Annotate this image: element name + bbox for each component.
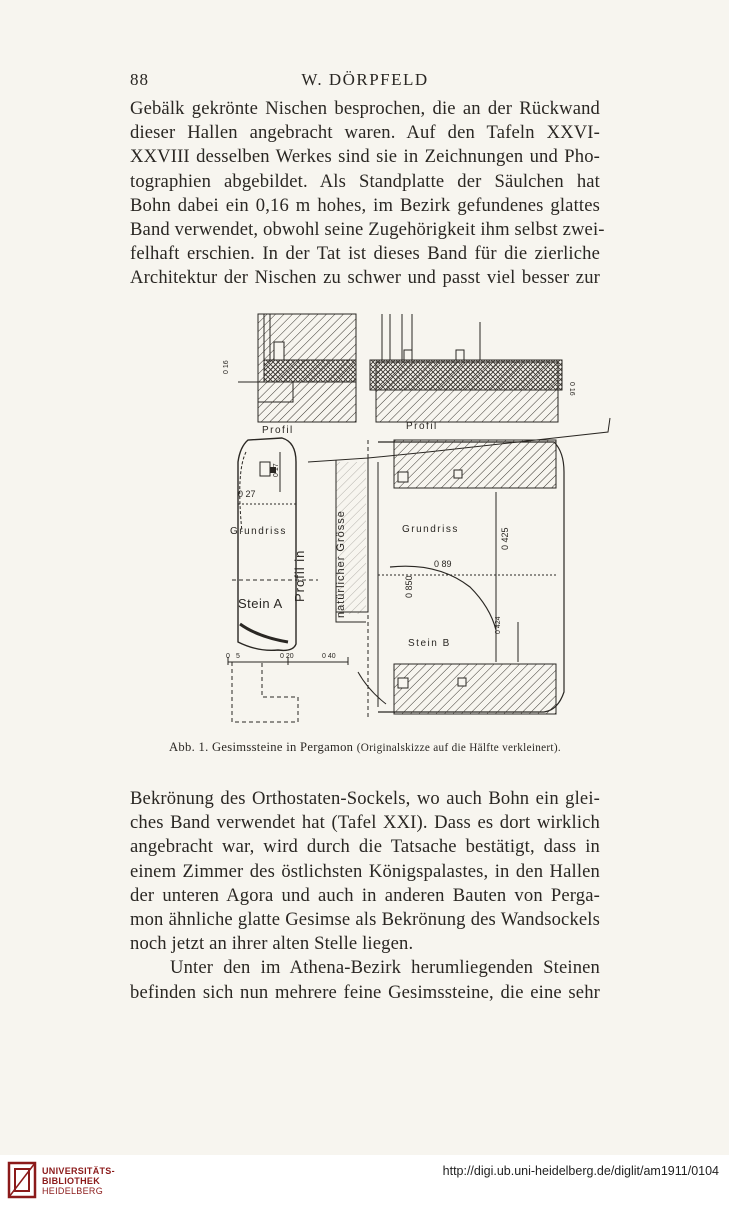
text-line: der unteren Agora und auch in anderen Bauten von Perga- — [130, 884, 600, 906]
dimension-label: 0 425 — [500, 527, 510, 550]
library-line-2: BIBLIOTHEK — [42, 1176, 100, 1186]
library-name[interactable] — [42, 1166, 115, 1196]
text-line: mon ähnliche glatte Gesimse als Bekrönung des Wandsockels — [130, 908, 600, 930]
text-line: Band verwendet, obwohl seine Zugehörigkeit ihm selbst zwei- — [130, 218, 605, 240]
text-line: felhaft erschien. In der Tat ist dieses Band für die zierliche — [130, 243, 600, 265]
scale-label: 0 — [226, 653, 230, 660]
text-line: dieser Hallen angebracht waren. Auf den Tafeln XXVI- — [130, 122, 600, 144]
paragraph-2 — [130, 787, 600, 1005]
text-line: Bohn dabei ein 0,16 m hohes, im Bezirk gefundenes glattes — [130, 194, 600, 216]
profil-right-label: Profil — [406, 421, 438, 432]
text-line: tographien abgebildet. Als Standplatte der Säulchen hat — [130, 170, 600, 192]
library-logo-icon[interactable] — [6, 1160, 40, 1200]
profil-natur-label-2: natürlicher Grösse — [335, 510, 347, 618]
text-line: Bekrönung des Orthostaten-Sockels, wo auch Bohn ein glei- — [130, 788, 600, 809]
dimension-label: 0 27 — [238, 489, 256, 499]
text-line: befinden sich nun mehrere feine Gesimssteine, die eine sehr — [130, 981, 600, 1003]
dimension-label: 0 89 — [434, 559, 452, 569]
scale-label: 5 — [236, 653, 240, 660]
text-line: ches Band verwendet hat (Tafel XXI). Dass es dort wirklich — [130, 812, 600, 834]
dimension-label: 0 850 — [404, 575, 414, 598]
left-profile-drawing — [223, 314, 356, 422]
stein-b-plan — [358, 440, 564, 717]
running-head — [130, 70, 600, 92]
library-line-3: HEIDELBERG — [42, 1186, 104, 1196]
dimension-label: 0 17 — [273, 463, 280, 477]
profil-left-label: Profil — [262, 425, 294, 436]
dimension-label: 0 424 — [495, 616, 502, 634]
caption-note: (Originalskizze auf die Hälfte verkleinert). — [356, 742, 561, 754]
dimension-label: 0 16 — [568, 382, 575, 396]
scale-label: 0 20 — [280, 653, 294, 660]
text-line: Architektur der Nischen zu schwer und passt viel besser zur — [130, 267, 600, 289]
right-profile-drawing — [370, 314, 575, 422]
caption-main: Abb. 1. Gesimssteine in Pergamon — [169, 740, 354, 754]
library-line-1: UNIVERSITÄTS- — [42, 1166, 115, 1176]
scale-label: 0 40 — [322, 653, 336, 660]
paragraph-1 — [130, 97, 605, 291]
architectural-sketch-figure — [218, 312, 628, 732]
figure-caption — [130, 740, 600, 755]
text-line: angebracht war, wird durch die Tatsache bestätigt, dass in — [130, 836, 600, 858]
text-line: noch jetzt an ihrer alten Stelle liegen. — [130, 933, 414, 955]
text-line: Unter den im Athena-Bezirk herumliegenden Steinen — [170, 957, 600, 979]
dimension-label: 0 16 — [223, 360, 230, 374]
grundriss-right-label: Grundriss — [402, 524, 459, 535]
page-number: 88 — [130, 70, 149, 89]
stein-a-label: Stein A — [238, 596, 283, 611]
stein-b-label: Stein B — [408, 638, 451, 649]
text-line: Gebälk gekrönte Nischen besprochen, die an der Rückwand — [130, 98, 600, 119]
running-title: W. DÖRPFELD — [301, 70, 429, 89]
stein-a-plan — [228, 438, 348, 722]
text-line: XXVIII desselben Werkes sind sie in Zeichnungen und Pho- — [130, 146, 600, 168]
text-line: einem Zimmer des östlichsten Königspalastes, in den Hallen — [130, 860, 600, 882]
profil-natur-label-1: Profil in — [292, 549, 307, 602]
grundriss-left-label: Grundriss — [230, 526, 287, 537]
permalink-url[interactable]: http://digi.ub.uni-heidelberg.de/diglit/am1911/0104 — [442, 1164, 719, 1178]
